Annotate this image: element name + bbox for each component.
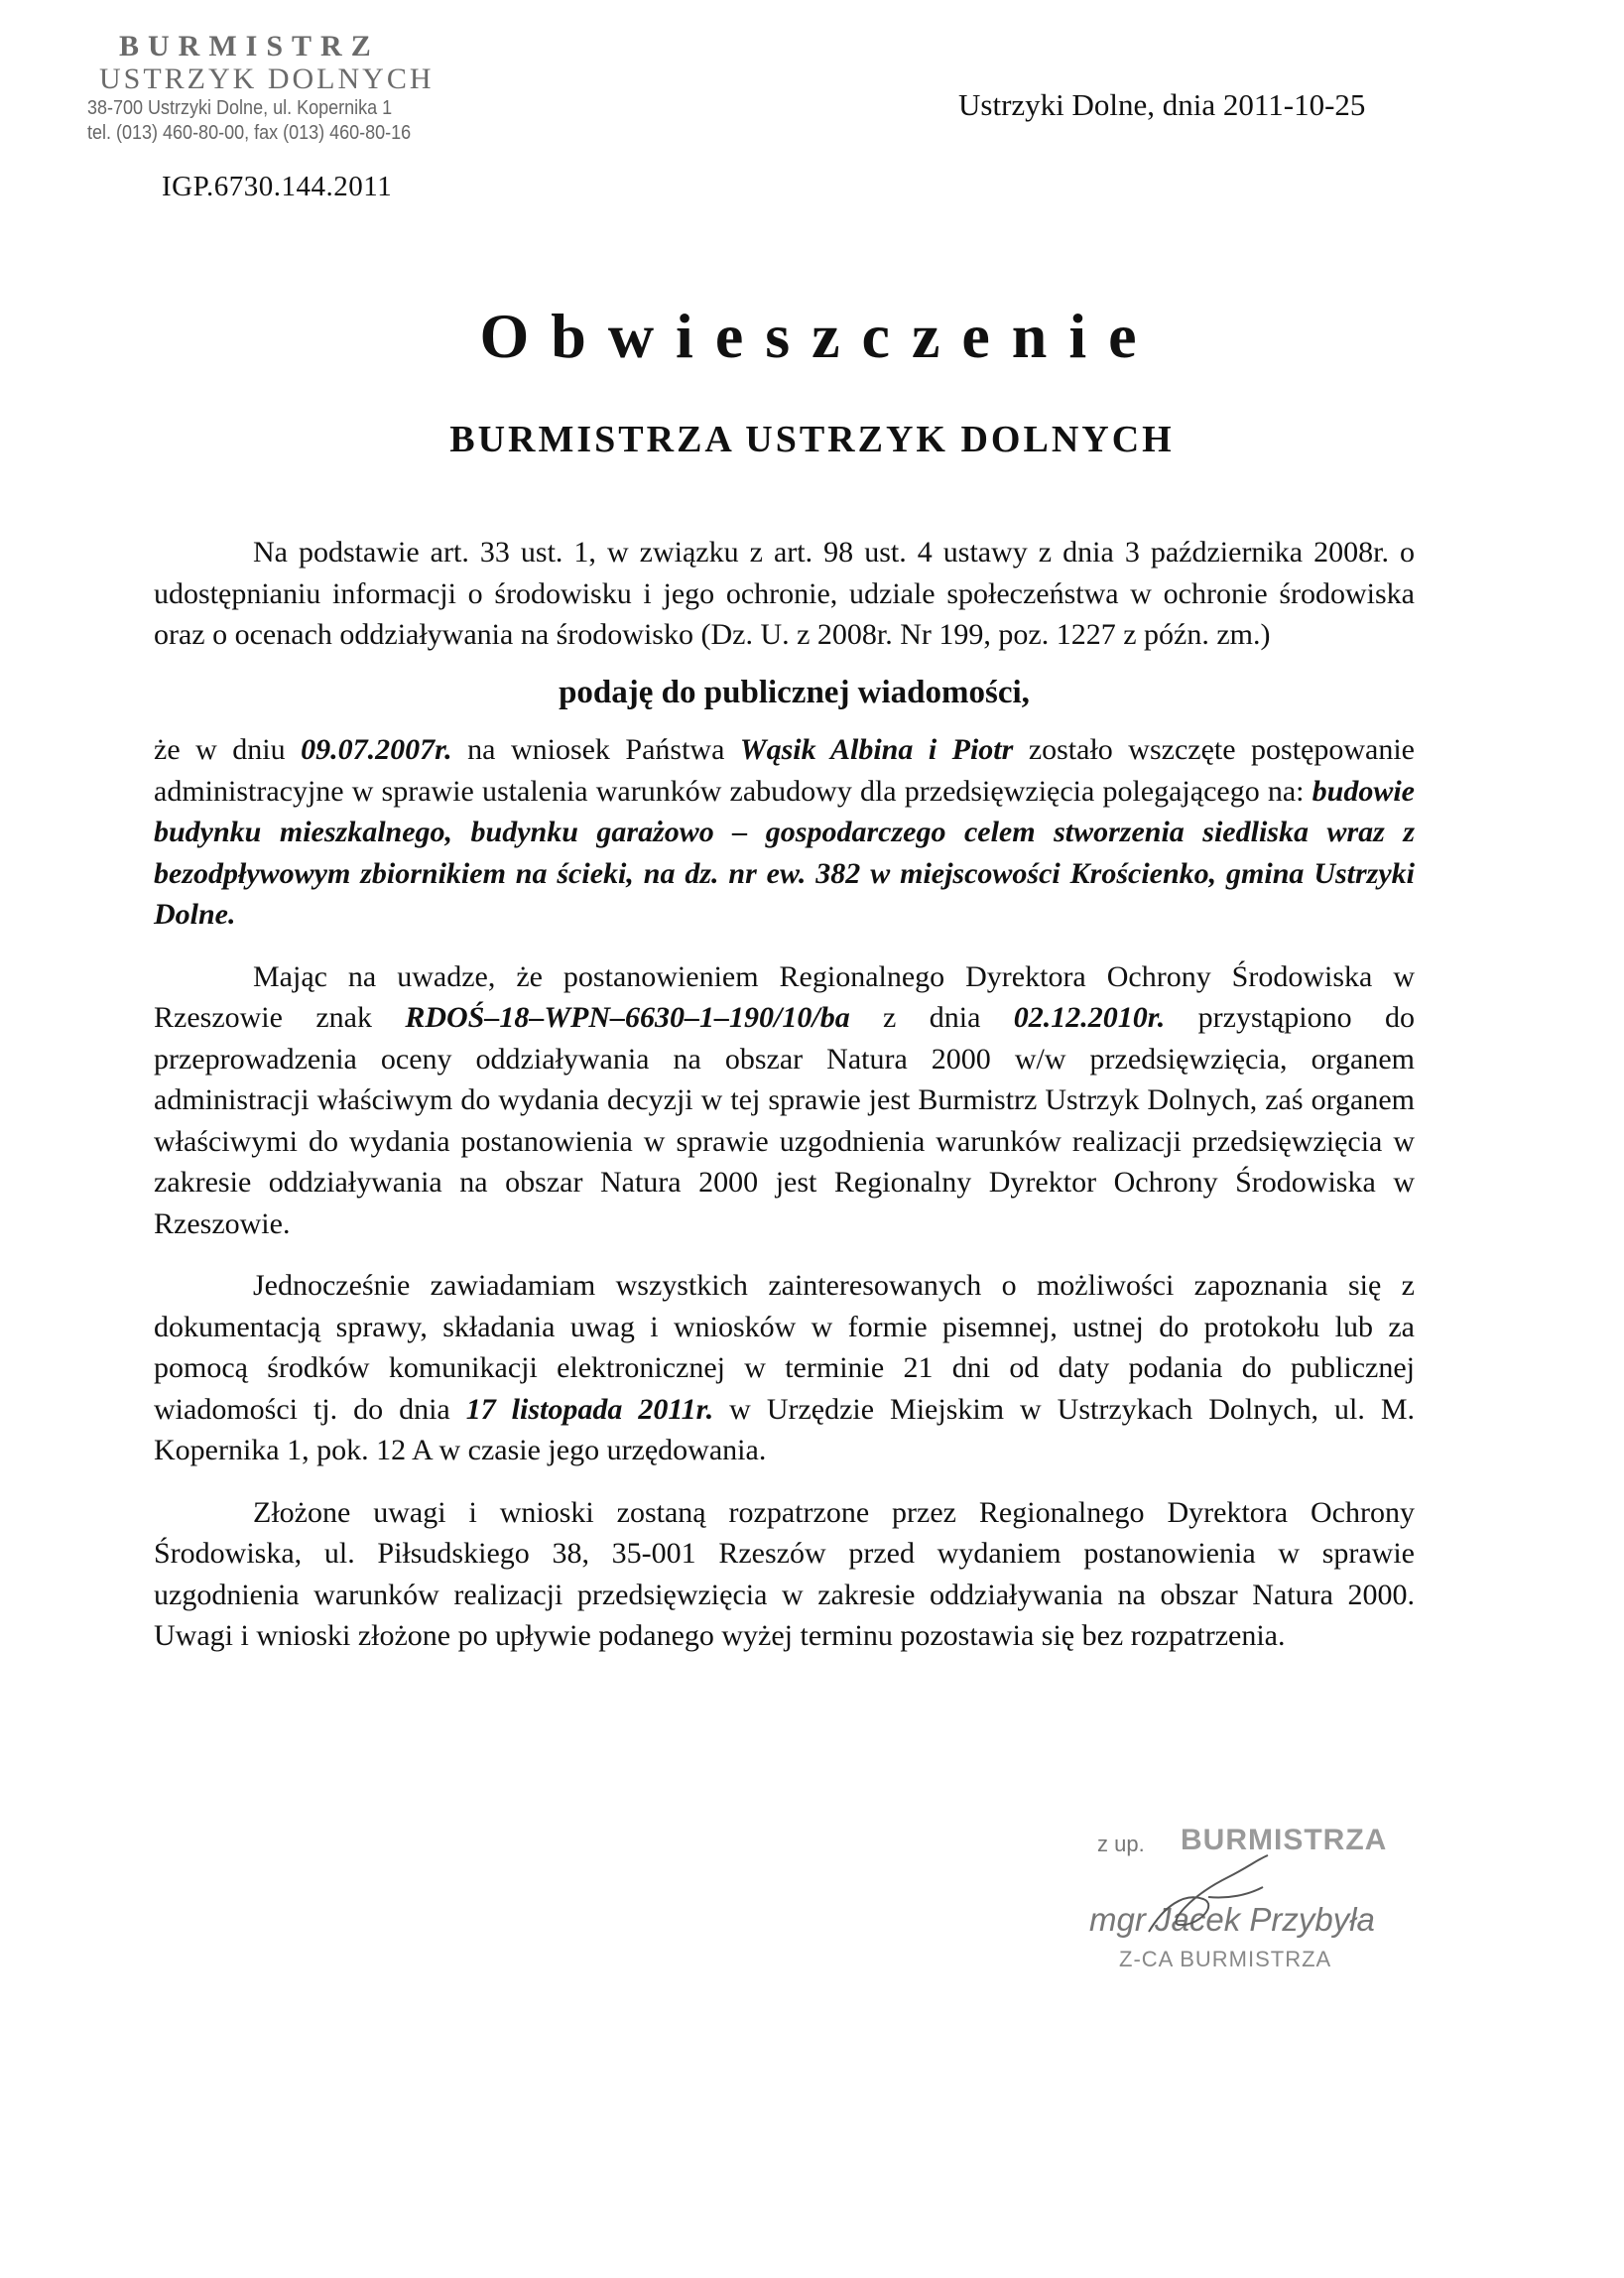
stamp-office-line2: USTRZYK DOLNYCH bbox=[99, 63, 435, 95]
paragraph-1 bbox=[154, 729, 1415, 936]
p3-text-b: w Urzędzie Miejskim w Ustrzykach Dolnych, ul. M. Kopernika 1, pok. 12 A w czasie jego urzędowania. bbox=[154, 1392, 1416, 1466]
document-body bbox=[154, 532, 1415, 1657]
stamp-phone: tel. (013) 460-80-00, fax (013) 460-80-16 bbox=[87, 122, 412, 144]
p1-text-c: zostało wszczęte postępowanie administracyjne w sprawie ustalenia warunków zabudowy dla przedsięwzięcia polegającego na: bbox=[154, 733, 1415, 808]
signature-role: Z-CA BURMISTRZA bbox=[1119, 1947, 1332, 1971]
reference-number: IGP.6730.144.2011 bbox=[162, 171, 393, 202]
announcement-line: podaję do publicznej wiadomości, bbox=[559, 674, 1030, 710]
page-subtitle: BURMISTRZA USTRZYK DOLNYCH bbox=[449, 419, 1175, 460]
stamp-office-line1: BURMISTRZ bbox=[119, 30, 380, 63]
p1-date: 09.07.2007r. bbox=[301, 733, 452, 766]
p1-text-b: na wniosek Państwa bbox=[451, 733, 740, 766]
p2-date: 02.12.2010r. bbox=[1013, 1001, 1166, 1034]
intro-paragraph: Na podstawie art. 33 ust. 1, w związku z art. 98 ust. 4 ustawy z dnia 3 października 2008r. o udostępnianiu informacji o środowisku i jego ochronie, udziale społeczeństwa w ochronie środowiska oraz o ocenach oddziaływania na środowisko (Dz. U. z 2008r. Nr 199, poz. 1227 z późn. zm.) bbox=[154, 536, 1415, 651]
handwritten-signature-icon bbox=[1109, 1837, 1308, 1947]
p1-text-a: że w dniu bbox=[154, 733, 302, 766]
paragraph-2 bbox=[154, 956, 1415, 1245]
paragraph-4: Złożone uwagi i wnioski zostaną rozpatrzone przez Regionalnego Dyrektora Ochrony Środowiska, ul. Piłsudskiego 38, 35-001 Rzeszów przed wydaniem postanowienia w sprawie uzgodnienia warunków realizacji przedsięwzięcia w zakresie oddziaływania na obszar Natura 2000. Uwagi i wnioski złożone po upływie podanego wyżej terminu pozostawia się bez rozpatrzenia. bbox=[154, 1495, 1415, 1652]
p2-text-b: z dnia bbox=[849, 1001, 1014, 1034]
office-stamp bbox=[87, 30, 464, 145]
p2-sign: RDOŚ–18–WPN–6630–1–190/10/ba bbox=[405, 1001, 850, 1034]
signature-block bbox=[1089, 1818, 1407, 1976]
document-date: Ustrzyki Dolne, dnia 2011-10-25 bbox=[958, 87, 1366, 122]
p3-deadline: 17 listopada 2011r. bbox=[465, 1392, 714, 1426]
page-title: Obwieszczenie bbox=[479, 301, 1159, 371]
p3-text-a: Jednocześnie zawiadamiam wszystkich zainteresowanych o możliwości zapoznania się z dokumentacją sprawy, składania uwag i wniosków w formie pisemnej, ustnej do protokołu lub za pomocą środków komunikacji elektronicznej w terminie 21 dni od daty podania do publicznej wiadomości tj. do dnia bbox=[154, 1269, 1415, 1426]
p1-applicant: Wąsik Albina i Piotr bbox=[739, 733, 1014, 766]
p2-text-c: przystąpiono do przeprowadzenia oceny oddziaływania na obszar Natura 2000 w/w przedsięwzięcia, organem administracji właściwym do wydania decyzji w tej sprawie jest Burmistrz Ustrzyk Dolnych, zaś organem właściwymi do wydania postanowienia w sprawie uzgodnienia warunków realizacji przedsięwzięcia w zakresie oddziaływania na obszar Natura 2000 jest Regionalny Dyrektor Ochrony Środowiska w Rzeszowie. bbox=[154, 1001, 1416, 1240]
paragraph-3 bbox=[154, 1265, 1415, 1471]
stamp-address: 38-700 Ustrzyki Dolne, ul. Kopernika 1 bbox=[87, 97, 393, 119]
signature-name: mgr Jacek Przybyła bbox=[1089, 1901, 1375, 1938]
p2-text-a: Mając na uwadze, że postanowieniem Regionalnego Dyrektora Ochrony Środowiska w Rzeszowie znak bbox=[154, 959, 1415, 1034]
p1-project: budowie budynku mieszkalnego, budynku garażowo – gospodarczego celem stworzenia siedliska wraz z bezodpływowym zbiornikiem na ścieki, na dz. nr ew. 382 w miejscowości Krościenko, gmina Ustrzyki Dolne. bbox=[154, 774, 1415, 931]
signature-prefix: z up. bbox=[1097, 1832, 1145, 1856]
signature-office: BURMISTRZA bbox=[1181, 1824, 1388, 1856]
